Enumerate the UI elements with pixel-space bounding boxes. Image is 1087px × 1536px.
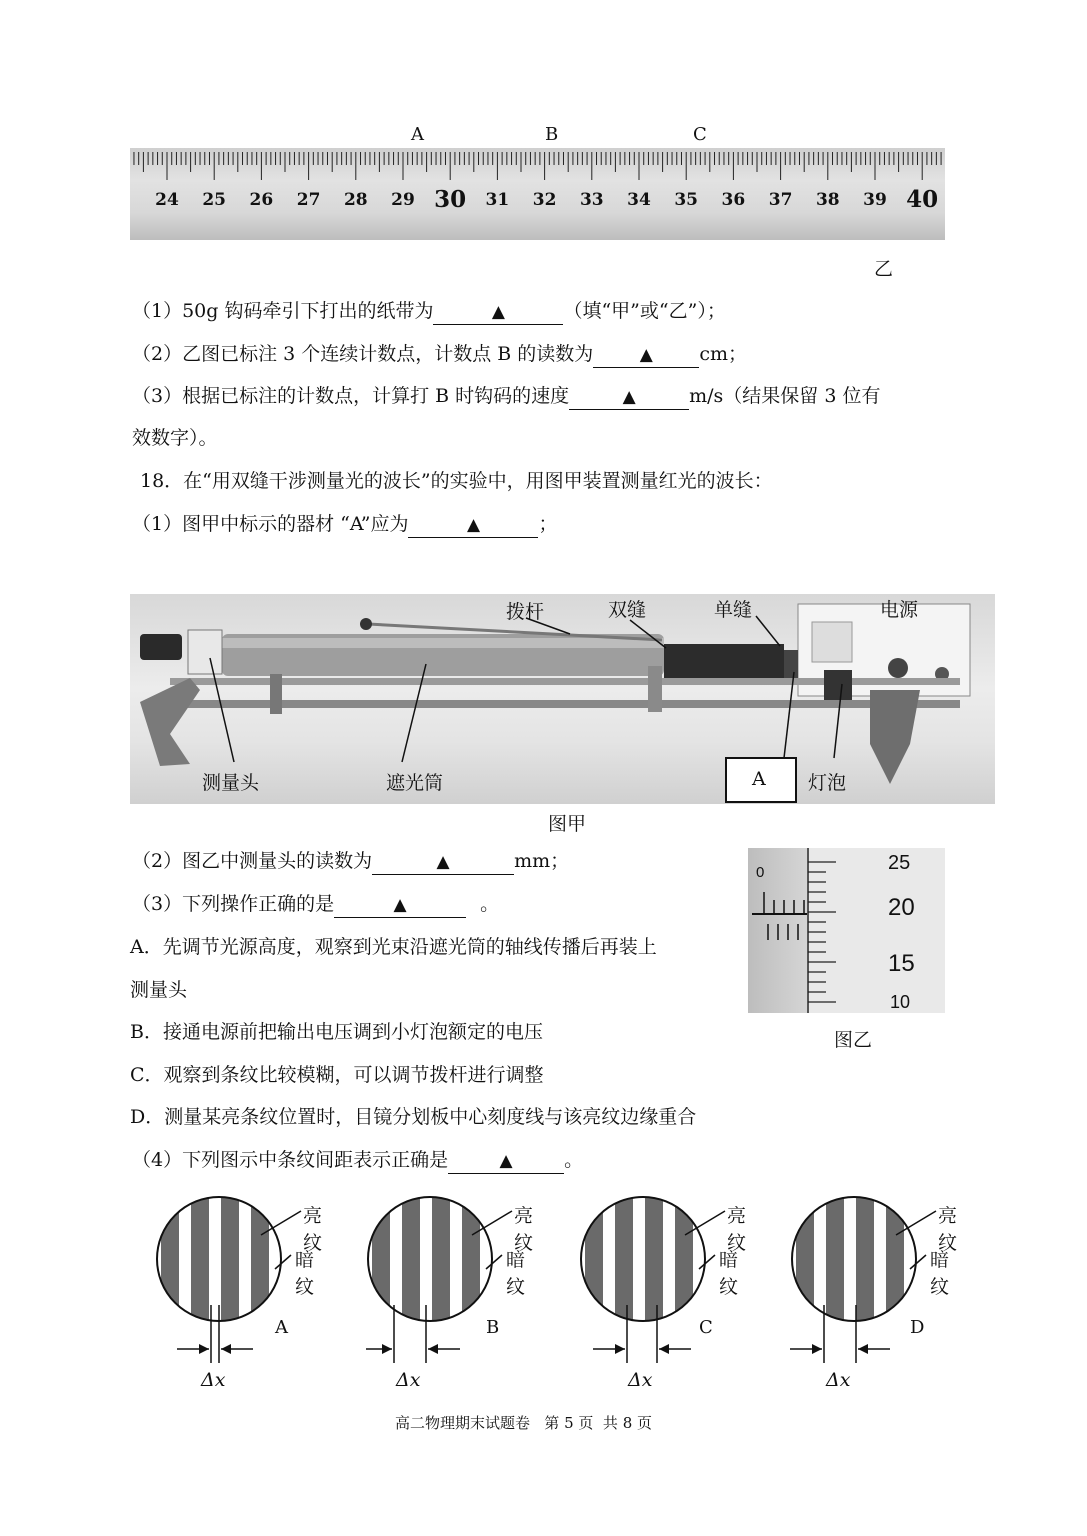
- apparatus-drawing: [130, 594, 995, 804]
- bright-fringe-label: 亮纹: [727, 1205, 747, 1254]
- option-c: C．观察到条纹比较模糊，可以调节拨杆进行调整: [130, 1064, 544, 1086]
- q18-sub-4: （4）下列图示中条纹间距表示正确是 ▲ 。: [132, 1146, 583, 1174]
- q17-line-2: （2）乙图已标注 3 个连续计数点，计数点 B 的读数为 ▲ cm；: [132, 340, 747, 368]
- option-a-line-1: A．先调节光源高度，观察到光束沿遮光筒的轴线传播后再装上: [130, 936, 657, 958]
- option-letter: A: [275, 1317, 288, 1338]
- answer-blank[interactable]: ▲: [569, 384, 689, 410]
- ruler-number: 35: [674, 190, 699, 210]
- micro-mark-25: 25: [888, 852, 911, 874]
- ruler-number: 38: [815, 190, 840, 210]
- ruler-number: 26: [249, 190, 274, 210]
- ruler-number: 36: [721, 190, 746, 210]
- label-light-shield-tube: 遮光筒: [386, 772, 444, 794]
- label-single-slit: 单缝: [714, 599, 753, 621]
- micro-mark-10: 10: [890, 992, 911, 1012]
- option-b: B．接通电源前把输出电压调到小灯泡额定的电压: [130, 1021, 543, 1043]
- ruler-figure-label: 乙: [874, 258, 894, 280]
- q18-sub-1: （1）图甲中标示的器材 “A”应为 ▲ ；: [132, 510, 558, 538]
- micro-mark-20: 20: [888, 894, 915, 921]
- answer-blank[interactable]: ▲: [448, 1148, 564, 1174]
- answer-blank[interactable]: ▲: [433, 299, 563, 325]
- label-measuring-head: 测量头: [202, 772, 260, 794]
- dark-fringe-label: 暗纹: [295, 1249, 315, 1298]
- micrometer-photo: [748, 848, 945, 1013]
- ruler-ticks: [130, 148, 945, 188]
- delta-x-label: Δx: [201, 1369, 226, 1391]
- photo-caption: 图甲: [548, 813, 587, 835]
- micro-mark-15: 15: [888, 950, 915, 977]
- q18-sub-3: （3）下列操作正确的是 ▲ 。: [132, 890, 499, 918]
- bright-fringe-label: 亮纹: [514, 1205, 534, 1254]
- ruler-number: 32: [532, 190, 557, 210]
- micro-mark-0: 0: [756, 864, 765, 881]
- ruler-point-c: C: [693, 124, 707, 145]
- ruler-point-a: A: [411, 124, 424, 145]
- ruler-number: 24: [155, 190, 179, 210]
- option-letter: D: [910, 1317, 925, 1338]
- label-power: 电源: [880, 599, 919, 621]
- dark-fringe-label: 暗纹: [719, 1249, 739, 1298]
- ruler-number: 34: [627, 190, 651, 210]
- ruler-photo: [130, 148, 945, 240]
- q17-line-1: （1）50g 钩码牵引下打出的纸带为 ▲ （填“甲”或“乙”）；: [132, 297, 726, 325]
- micrometer-drawing: [748, 848, 945, 1013]
- label-double-slit: 双缝: [608, 599, 647, 621]
- ruler-number: 40: [906, 186, 939, 213]
- dark-fringe-label: 暗纹: [930, 1249, 950, 1298]
- label-lever: 拨杆: [506, 601, 545, 623]
- ruler-number: 27: [296, 190, 321, 210]
- q18-sub-2: （2）图乙中测量头的读数为 ▲ mm；: [132, 847, 569, 875]
- page-footer: 高二物理期末试题卷 第 5 页 共 8 页: [395, 1414, 653, 1432]
- option-d: D．测量某亮条纹位置时，目镜分划板中心刻度线与该亮纹边缘重合: [130, 1106, 697, 1128]
- answer-blank[interactable]: ▲: [372, 849, 514, 875]
- answer-blank[interactable]: ▲: [408, 512, 538, 538]
- ruler-number: 30: [434, 186, 467, 213]
- micro-caption: 图乙: [834, 1029, 873, 1051]
- q17-line-3: （3）根据已标注的计数点，计算打 B 时钩码的速度 ▲ m/s（结果保留 3 位有: [132, 382, 880, 410]
- ruler-number: 25: [202, 190, 227, 210]
- q17-line-3-cont: 效数字）。: [132, 427, 218, 449]
- ruler-point-b: B: [545, 124, 559, 145]
- label-bulb: 灯泡: [808, 772, 847, 794]
- option-letter: C: [699, 1317, 713, 1338]
- delta-x-label: Δx: [396, 1369, 421, 1391]
- bright-fringe-label: 亮纹: [938, 1205, 958, 1254]
- label-a-box: A: [752, 768, 766, 790]
- option-a-line-2: 测量头: [130, 979, 188, 1001]
- q18-stem: 18．在“用双缝干涉测量光的波长”的实验中，用图甲装置测量红光的波长：: [140, 470, 773, 492]
- bright-fringe-label: 亮纹: [303, 1205, 323, 1254]
- ruler-number: 29: [391, 190, 415, 210]
- ruler-number: 39: [863, 190, 887, 210]
- delta-x-label: Δx: [628, 1369, 653, 1391]
- delta-x-label: Δx: [826, 1369, 851, 1391]
- answer-blank[interactable]: ▲: [334, 892, 466, 918]
- dark-fringe-label: 暗纹: [506, 1249, 526, 1298]
- answer-blank[interactable]: ▲: [593, 342, 699, 368]
- ruler-number: 37: [768, 190, 793, 210]
- ruler-number: 33: [579, 190, 604, 210]
- ruler-number: 28: [343, 190, 368, 210]
- apparatus-photo: [130, 594, 995, 804]
- ruler-number: 31: [485, 190, 510, 210]
- option-letter: B: [486, 1317, 500, 1338]
